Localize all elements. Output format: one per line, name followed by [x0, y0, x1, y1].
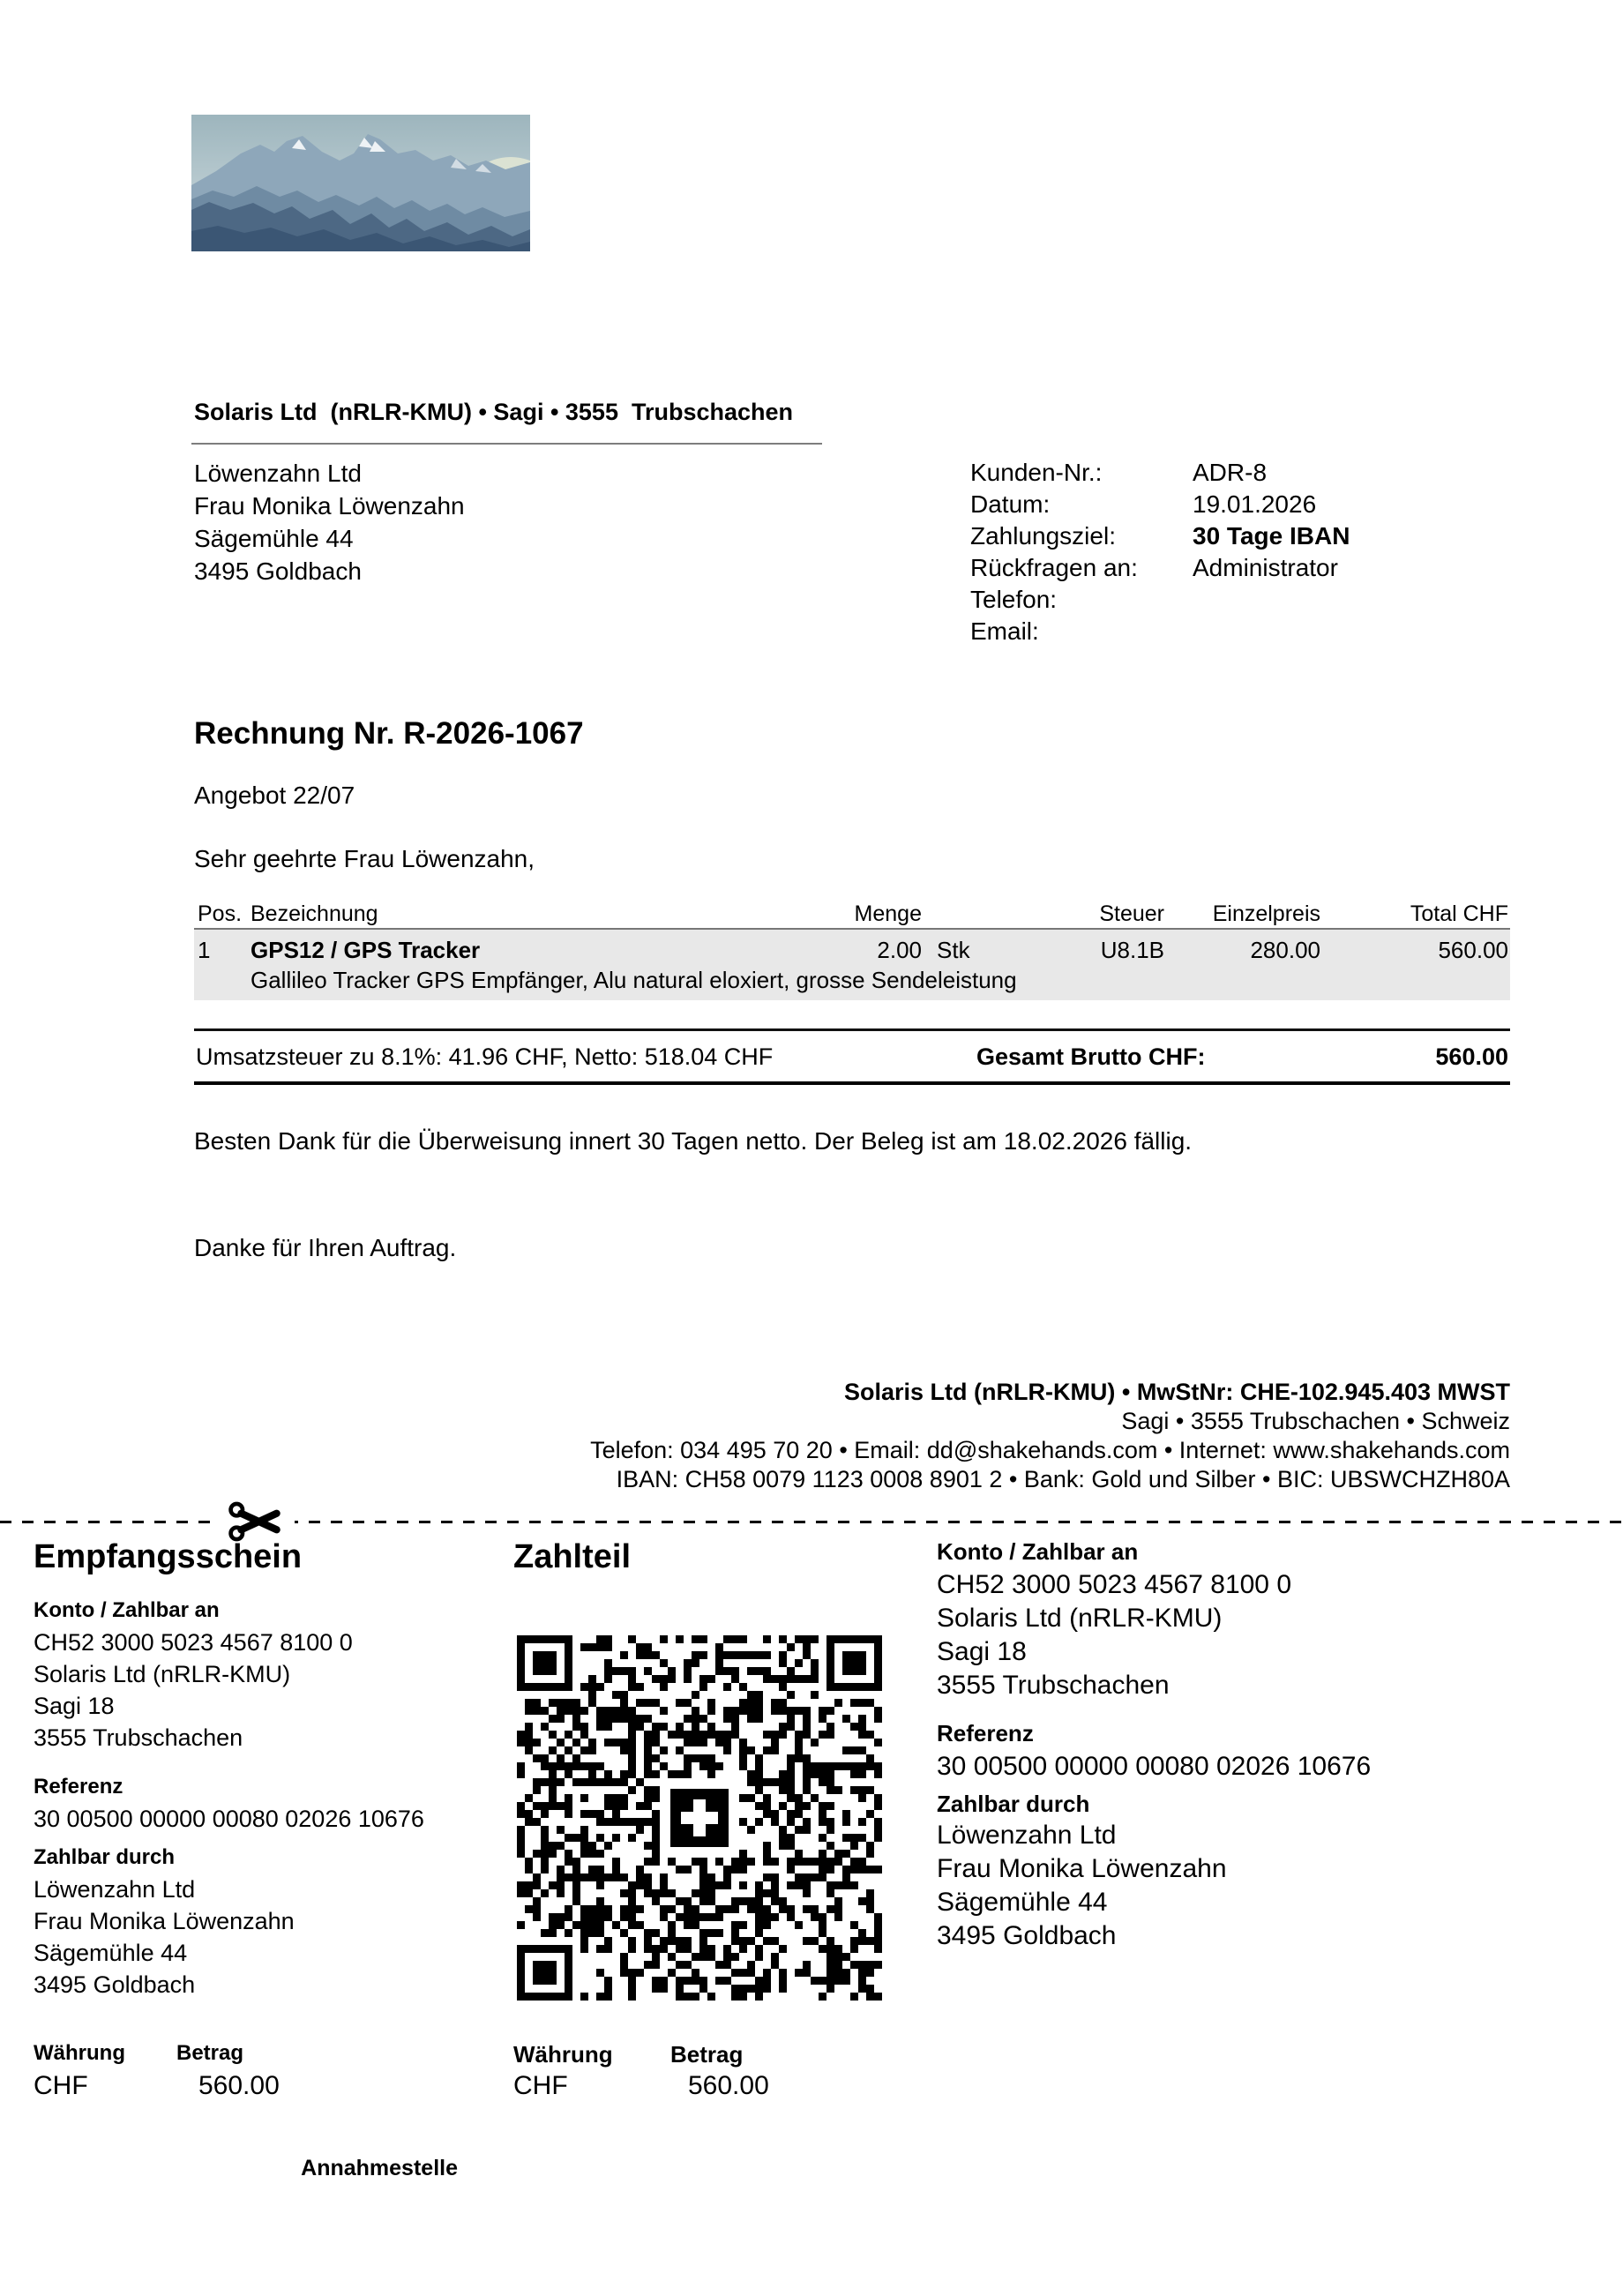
meta-value: [1193, 616, 1350, 647]
items-table: [194, 901, 1510, 1085]
recipient-line: Sägemühle 44: [194, 525, 354, 552]
footer-line: Telefon: 034 495 70 20 • Email: dd@shakehands.com • Internet: www.shakehands.com: [590, 1437, 1510, 1463]
header-unit: [922, 901, 988, 926]
payment-creditor-line: Sagi 18: [937, 1637, 1027, 1666]
payment-creditor-line: Solaris Ltd (nRLR-KMU): [937, 1604, 1223, 1633]
item-tax-code: U8.1B: [1100, 937, 1164, 963]
item-description: Gallileo Tracker GPS Empfänger, Alu natural eloxiert, grosse Sendeleistung: [251, 967, 1017, 993]
receipt-account-block: [34, 1627, 353, 1754]
table-header-row: [194, 901, 1510, 930]
item-unit-price: 280.00: [1250, 937, 1320, 963]
item-pos-spacer: [194, 965, 251, 995]
acceptance-point-label: Annahmestelle: [301, 2156, 458, 2180]
meta-label: Telefon:: [970, 586, 1058, 613]
payment-debtor-line: Sägemühle 44: [937, 1888, 1108, 1917]
meta-row: [970, 457, 1350, 489]
footer-line: IBAN: CH58 0079 1123 0008 8901 2 • Bank: Gold und Silber • BIC: UBSWCHZH80A: [616, 1466, 1510, 1492]
totals-row: [194, 1028, 1510, 1085]
payment-title: Zahlteil: [513, 1538, 632, 1575]
item-name: GPS12 / GPS Tracker: [251, 937, 481, 963]
receipt-amount-label: Betrag: [176, 2041, 244, 2065]
receipt-debtor-line: Löwenzahn Ltd: [34, 1876, 196, 1903]
receipt-amount: 560.00: [198, 2071, 280, 2100]
payment-payable-by-block: [937, 1819, 1227, 1953]
meta-label: Datum:: [970, 490, 1051, 518]
item-pos: 1: [198, 937, 211, 963]
sender-divider: [191, 443, 822, 445]
recipient-line: 3495 Goldbach: [194, 557, 362, 585]
recipient-address: [194, 457, 465, 587]
closing-note: Besten Dank für die Überweisung innert 30 Tagen netto. Der Beleg ist am 18.02.2026 fällig.: [194, 1127, 1193, 1155]
item-qty: 2.00: [877, 937, 922, 963]
sender-line: Solaris Ltd (nRLR-KMU) • Sagi • 3555 Trubschachen: [194, 399, 794, 425]
footer-line: Solaris Ltd (nRLR-KMU) • MwStNr: CHE-102.945.403 MWST: [843, 1379, 1510, 1405]
meta-label: Email:: [970, 617, 1039, 645]
meta-label: Kunden-Nr.:: [970, 459, 1103, 486]
payment-amount-label: Betrag: [670, 2041, 744, 2068]
receipt-debtor-line: 3495 Goldbach: [34, 1971, 196, 1998]
meta-label: Rückfragen an:: [970, 554, 1138, 581]
item-unit: Stk: [937, 937, 970, 963]
payment-account-label: Konto / Zahlbar an: [937, 1538, 1139, 1565]
meta-value: ADR-8: [1193, 459, 1268, 486]
grand-total-label: Gesamt Brutto CHF:: [976, 1043, 1206, 1070]
meta-value: 19.01.2026: [1193, 490, 1317, 518]
grand-total-value: 560.00: [1435, 1043, 1508, 1070]
receipt-reference-label: Referenz: [34, 1775, 123, 1799]
receipt-reference: 30 00500 00000 00080 02026 10676: [34, 1806, 424, 1832]
receipt-iban: CH52 3000 5023 4567 8100 0: [34, 1629, 353, 1656]
page-title: Rechnung Nr. R-2026-1067: [194, 716, 584, 751]
payment-currency-label: Währung: [513, 2041, 613, 2068]
payment-reference: 30 00500 00000 00080 02026 10676: [937, 1752, 1372, 1781]
recipient-line: Frau Monika Löwenzahn: [194, 492, 465, 520]
header-qty: Menge: [854, 901, 922, 926]
header-total: Total CHF: [1410, 901, 1508, 926]
meta-value: 30 Tage IBAN: [1193, 522, 1350, 550]
payment-debtor-line: 3495 Goldbach: [937, 1921, 1117, 1950]
payment-currency: CHF: [513, 2071, 568, 2100]
receipt-currency-label: Währung: [34, 2041, 125, 2065]
payment-amount: 560.00: [688, 2071, 769, 2100]
table-row: [194, 930, 1510, 1000]
item-total: 560.00: [1438, 937, 1508, 963]
receipt-debtor-line: Sägemühle 44: [34, 1940, 188, 1966]
payment-creditor-line: 3555 Trubschachen: [937, 1671, 1170, 1700]
recipient-line: Löwenzahn Ltd: [194, 460, 362, 487]
receipt-title: Empfangsschein: [34, 1538, 303, 1575]
payment-reference-label: Referenz: [937, 1720, 1034, 1746]
header-image-mountains: [191, 115, 530, 251]
receipt-payable-by-label: Zahlbar durch: [34, 1845, 176, 1869]
meta-row: [970, 584, 1350, 616]
offer-reference: Angebot 22/07: [194, 782, 355, 809]
footer-line: Sagi • 3555 Trubschachen • Schweiz: [1121, 1408, 1510, 1434]
receipt-account-label: Konto / Zahlbar an: [34, 1598, 220, 1622]
meta-row: [970, 552, 1350, 584]
payment-account-block: [937, 1568, 1291, 1702]
meta-row: [970, 616, 1350, 647]
meta-row: [970, 489, 1350, 520]
receipt-debtor-line: Frau Monika Löwenzahn: [34, 1908, 295, 1934]
salutation: Sehr geehrte Frau Löwenzahn,: [194, 845, 535, 872]
tax-summary: Umsatzsteuer zu 8.1%: 41.96 CHF, Netto: 518.04 CHF: [196, 1043, 774, 1070]
meta-value: [1193, 584, 1350, 616]
invoice-meta: [970, 457, 1350, 647]
thanks-note: Danke für Ihren Auftrag.: [194, 1234, 457, 1261]
receipt-creditor-line: Sagi 18: [34, 1693, 115, 1719]
header-description: Bezeichnung: [251, 901, 378, 926]
payment-debtor-line: Frau Monika Löwenzahn: [937, 1854, 1227, 1883]
meta-row: [970, 520, 1350, 552]
receipt-creditor-line: 3555 Trubschachen: [34, 1724, 243, 1751]
company-footer: [194, 1378, 1510, 1494]
payment-iban: CH52 3000 5023 4567 8100 0: [937, 1570, 1292, 1599]
receipt-currency: CHF: [34, 2071, 88, 2100]
header-unit-price: Einzelpreis: [1212, 901, 1320, 926]
meta-label: Zahlungsziel:: [970, 522, 1116, 550]
receipt-creditor-line: Solaris Ltd (nRLR-KMU): [34, 1661, 291, 1687]
header-pos: Pos.: [198, 901, 243, 926]
meta-value: Administrator: [1193, 554, 1338, 581]
swiss-qr-code: [517, 1635, 882, 2001]
payment-debtor-line: Löwenzahn Ltd: [937, 1821, 1117, 1850]
receipt-payable-by-block: [34, 1873, 295, 2001]
header-tax: Steuer: [1099, 901, 1164, 926]
payment-payable-by-label: Zahlbar durch: [937, 1791, 1090, 1817]
